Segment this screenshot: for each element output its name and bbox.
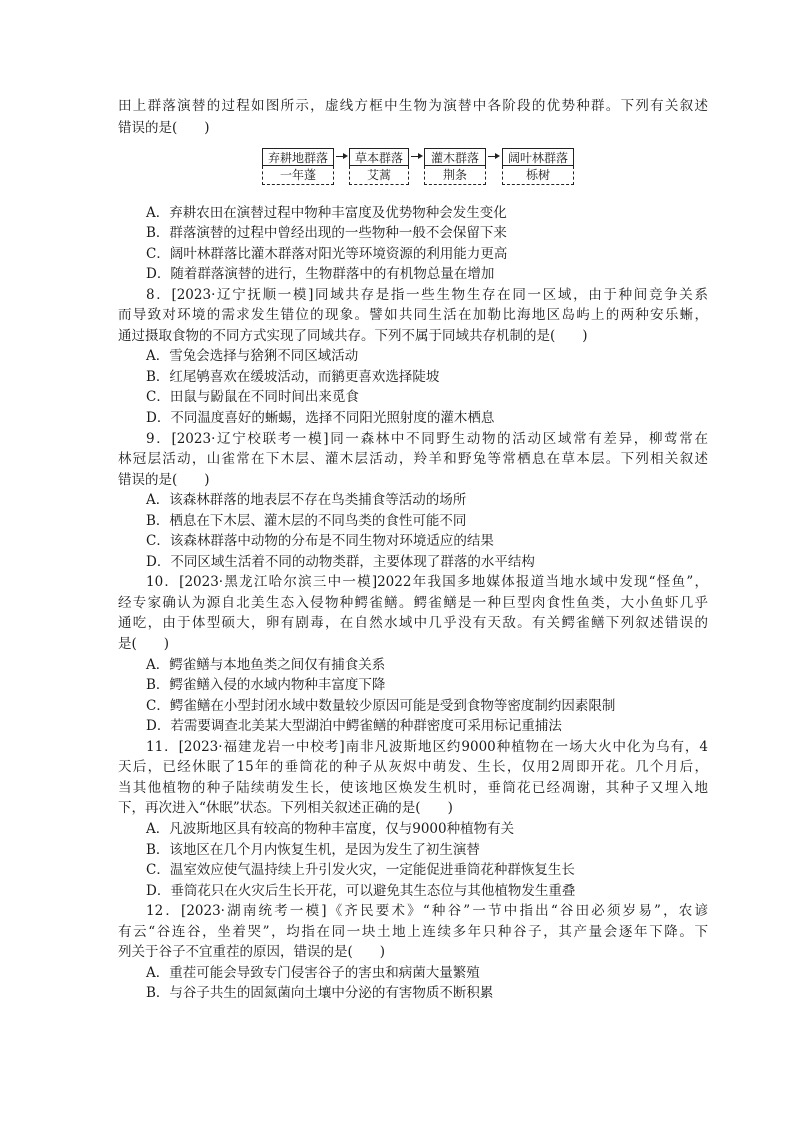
q9-stem-line-3: 错误的是( )	[118, 472, 210, 488]
q11-option-b: B．该地区在几个月内恢复生机，是因为发生了初生演替	[146, 842, 480, 858]
q10-option-d: D．若需要调查北美某大型湖泊中鳄雀鳝的种群密度可采用标记重捕法	[146, 718, 562, 734]
q11-stem-line-2: 天后，已经休眠了15年的垂筒花的种子从灰烬中萌发、生长，仅用2周即开花。几个月后，	[118, 759, 708, 775]
q7-option-a: A．弃耕农田在演替过程中物种丰富度及优势物种会发生变化	[146, 205, 507, 221]
q12-stem-line-2: 有云“谷连谷，坐着哭”，均指在同一块土地上连续多年只种谷子，其产量会逐年下降。下	[118, 924, 708, 940]
q9-stem-line-1: 9．[2023·辽宁校联考一模]同一森林中不同野生动物的活动区域常有差异，柳莺常在	[146, 431, 708, 447]
q8-stem-line-2: 而导致对环境的需求发生错位的现象。譬如共同生活在加勒比海地区岛屿上的两种安乐蜥，	[118, 307, 708, 323]
q11-stem-line-3: 当其他植物的种子陆续萌发生长，使该地区焕发生机时，垂筒花已经凋谢，其种子又埋入地	[118, 780, 708, 796]
q7-option-b: B．群落演替的过程中曾经出现的一些物种一般不会保留下来	[146, 225, 507, 241]
q8-stem-line-3: 通过摄取食物的不同方式实现了同域共存。下列不属于同域共存机制的是( )	[118, 328, 588, 344]
stage-abandoned-farmland	[262, 148, 334, 186]
stage-broadleaf-forest	[502, 148, 574, 186]
q7-option-d: D．随着群落演替的进行，生物群落中的有机物总量在增加	[146, 266, 495, 282]
stage-herbaceous	[349, 148, 409, 186]
stage-community-label: 弃耕地群落	[262, 148, 334, 166]
q10-stem-line-1: 10．[2023·黑龙江哈尔滨三中一模]2022年我国多地媒体报道当地水域中发现“怪鱼”，	[146, 574, 708, 590]
q11-stem-line-1: 11．[2023·福建龙岩一中校考]南非凡波斯地区约9000种植物在一场大火中化为乌有，4	[146, 739, 708, 755]
stage-dominant-species: 一年蓬	[262, 166, 334, 185]
q8-option-b: B．红尾鸲喜欢在缓坡活动，而鹟更喜欢选择陡坡	[146, 369, 440, 385]
q9-stem-line-2: 林冠层活动，山雀常在下木层、灌木层活动，羚羊和野兔等常栖息在草本层。下列相关叙述	[118, 451, 708, 467]
q12-stem-line-1: 12．[2023·湖南统考一模]《齐民要术》“种谷”一节中指出“谷田必须岁易”，农谚	[146, 903, 708, 919]
arrow-right-icon	[488, 152, 500, 162]
stage-dominant-species: 荆条	[424, 166, 486, 185]
q9-option-d: D．不同区域生活着不同的动物类群，主要体现了群落的水平结构	[146, 554, 535, 570]
q10-stem-line-2: 经专家确认为源自北美生态入侵物种鳄雀鳝。鳄雀鳝是一种巨型肉食性鱼类，大小鱼虾几乎	[118, 595, 708, 611]
stage-shrub	[424, 148, 486, 186]
stage-dominant-species: 栎树	[502, 166, 574, 185]
q11-option-d: D．垂筒花只在火灾后生长开花，可以避免其生态位与其他植物发生重叠	[146, 883, 576, 899]
stage-dominant-species: 艾蒿	[349, 166, 409, 185]
intro-line-2: 错误的是( )	[118, 120, 210, 136]
q10-stem-line-4: 是( )	[118, 636, 170, 652]
succession-diagram	[262, 148, 568, 188]
q10-option-b: B．鳄雀鳝入侵的水域内物种丰富度下降	[146, 677, 386, 693]
arrow-right-icon	[411, 152, 423, 162]
stage-community-label: 灌木群落	[424, 148, 486, 166]
q10-option-a: A．鳄雀鳝与本地鱼类之间仅有捕食关系	[146, 657, 386, 673]
arrow-right-icon	[336, 152, 348, 162]
q10-option-c: C．鳄雀鳝在小型封闭水域中数量较少原因可能是受到食物等密度制约因素限制	[146, 698, 616, 714]
stage-community-label: 阔叶林群落	[502, 148, 574, 166]
q8-stem-line-1: 8．[2023·辽宁抚顺一模]同域共存是指一些生物生存在同一区域，由于种间竞争关系	[146, 287, 708, 303]
q7-option-c: C．阔叶林群落比灌木群落对阳光等环境资源的利用能力更高	[146, 246, 508, 262]
q9-option-a: A．该森林群落的地表层不存在鸟类捕食等活动的场所	[146, 492, 467, 508]
q8-option-c: C．田鼠与鼢鼠在不同时间出来觅食	[146, 389, 359, 405]
q12-option-b: B．与谷子共生的固氮菌向土壤中分泌的有害物质不断积累	[146, 985, 494, 1001]
q11-stem-line-4: 下，再次进入“休眠”状态。下列相关叙述正确的是( )	[118, 800, 453, 816]
q12-option-a: A．重茬可能会导致专门侵害谷子的害虫和病菌大量繁殖	[146, 965, 480, 981]
q9-option-c: C．该森林群落中动物的分布是不同生物对环境适应的结果	[146, 533, 494, 549]
q8-option-a: A．雪兔会选择与猞猁不同区域活动	[146, 348, 359, 364]
q11-option-c: C．温室效应使气温持续上升引发火灾，一定能促进垂筒花种群恢复生长	[146, 862, 575, 878]
q8-option-d: D．不同温度喜好的蜥蜴，选择不同阳光照射度的灌木栖息	[146, 410, 495, 426]
q10-stem-line-3: 通吃，由于体型硕大，卵有剧毒，在自然水域中几乎没有天敌。有关鳄雀鳝下列叙述错误的	[118, 615, 708, 631]
stage-community-label: 草本群落	[349, 148, 409, 166]
q9-option-b: B．栖息在下木层、灌木层的不同鸟类的食性可能不同	[146, 513, 467, 529]
q11-option-a: A．凡波斯地区具有较高的物种丰富度，仅与9000种植物有关	[146, 821, 515, 837]
q12-stem-line-3: 列关于谷子不宜重茬的原因，错误的是( )	[118, 944, 386, 960]
intro-line-1: 田上群落演替的过程如图所示，虚线方框中生物为演替中各阶段的优势种群。下列有关叙述	[118, 98, 708, 114]
